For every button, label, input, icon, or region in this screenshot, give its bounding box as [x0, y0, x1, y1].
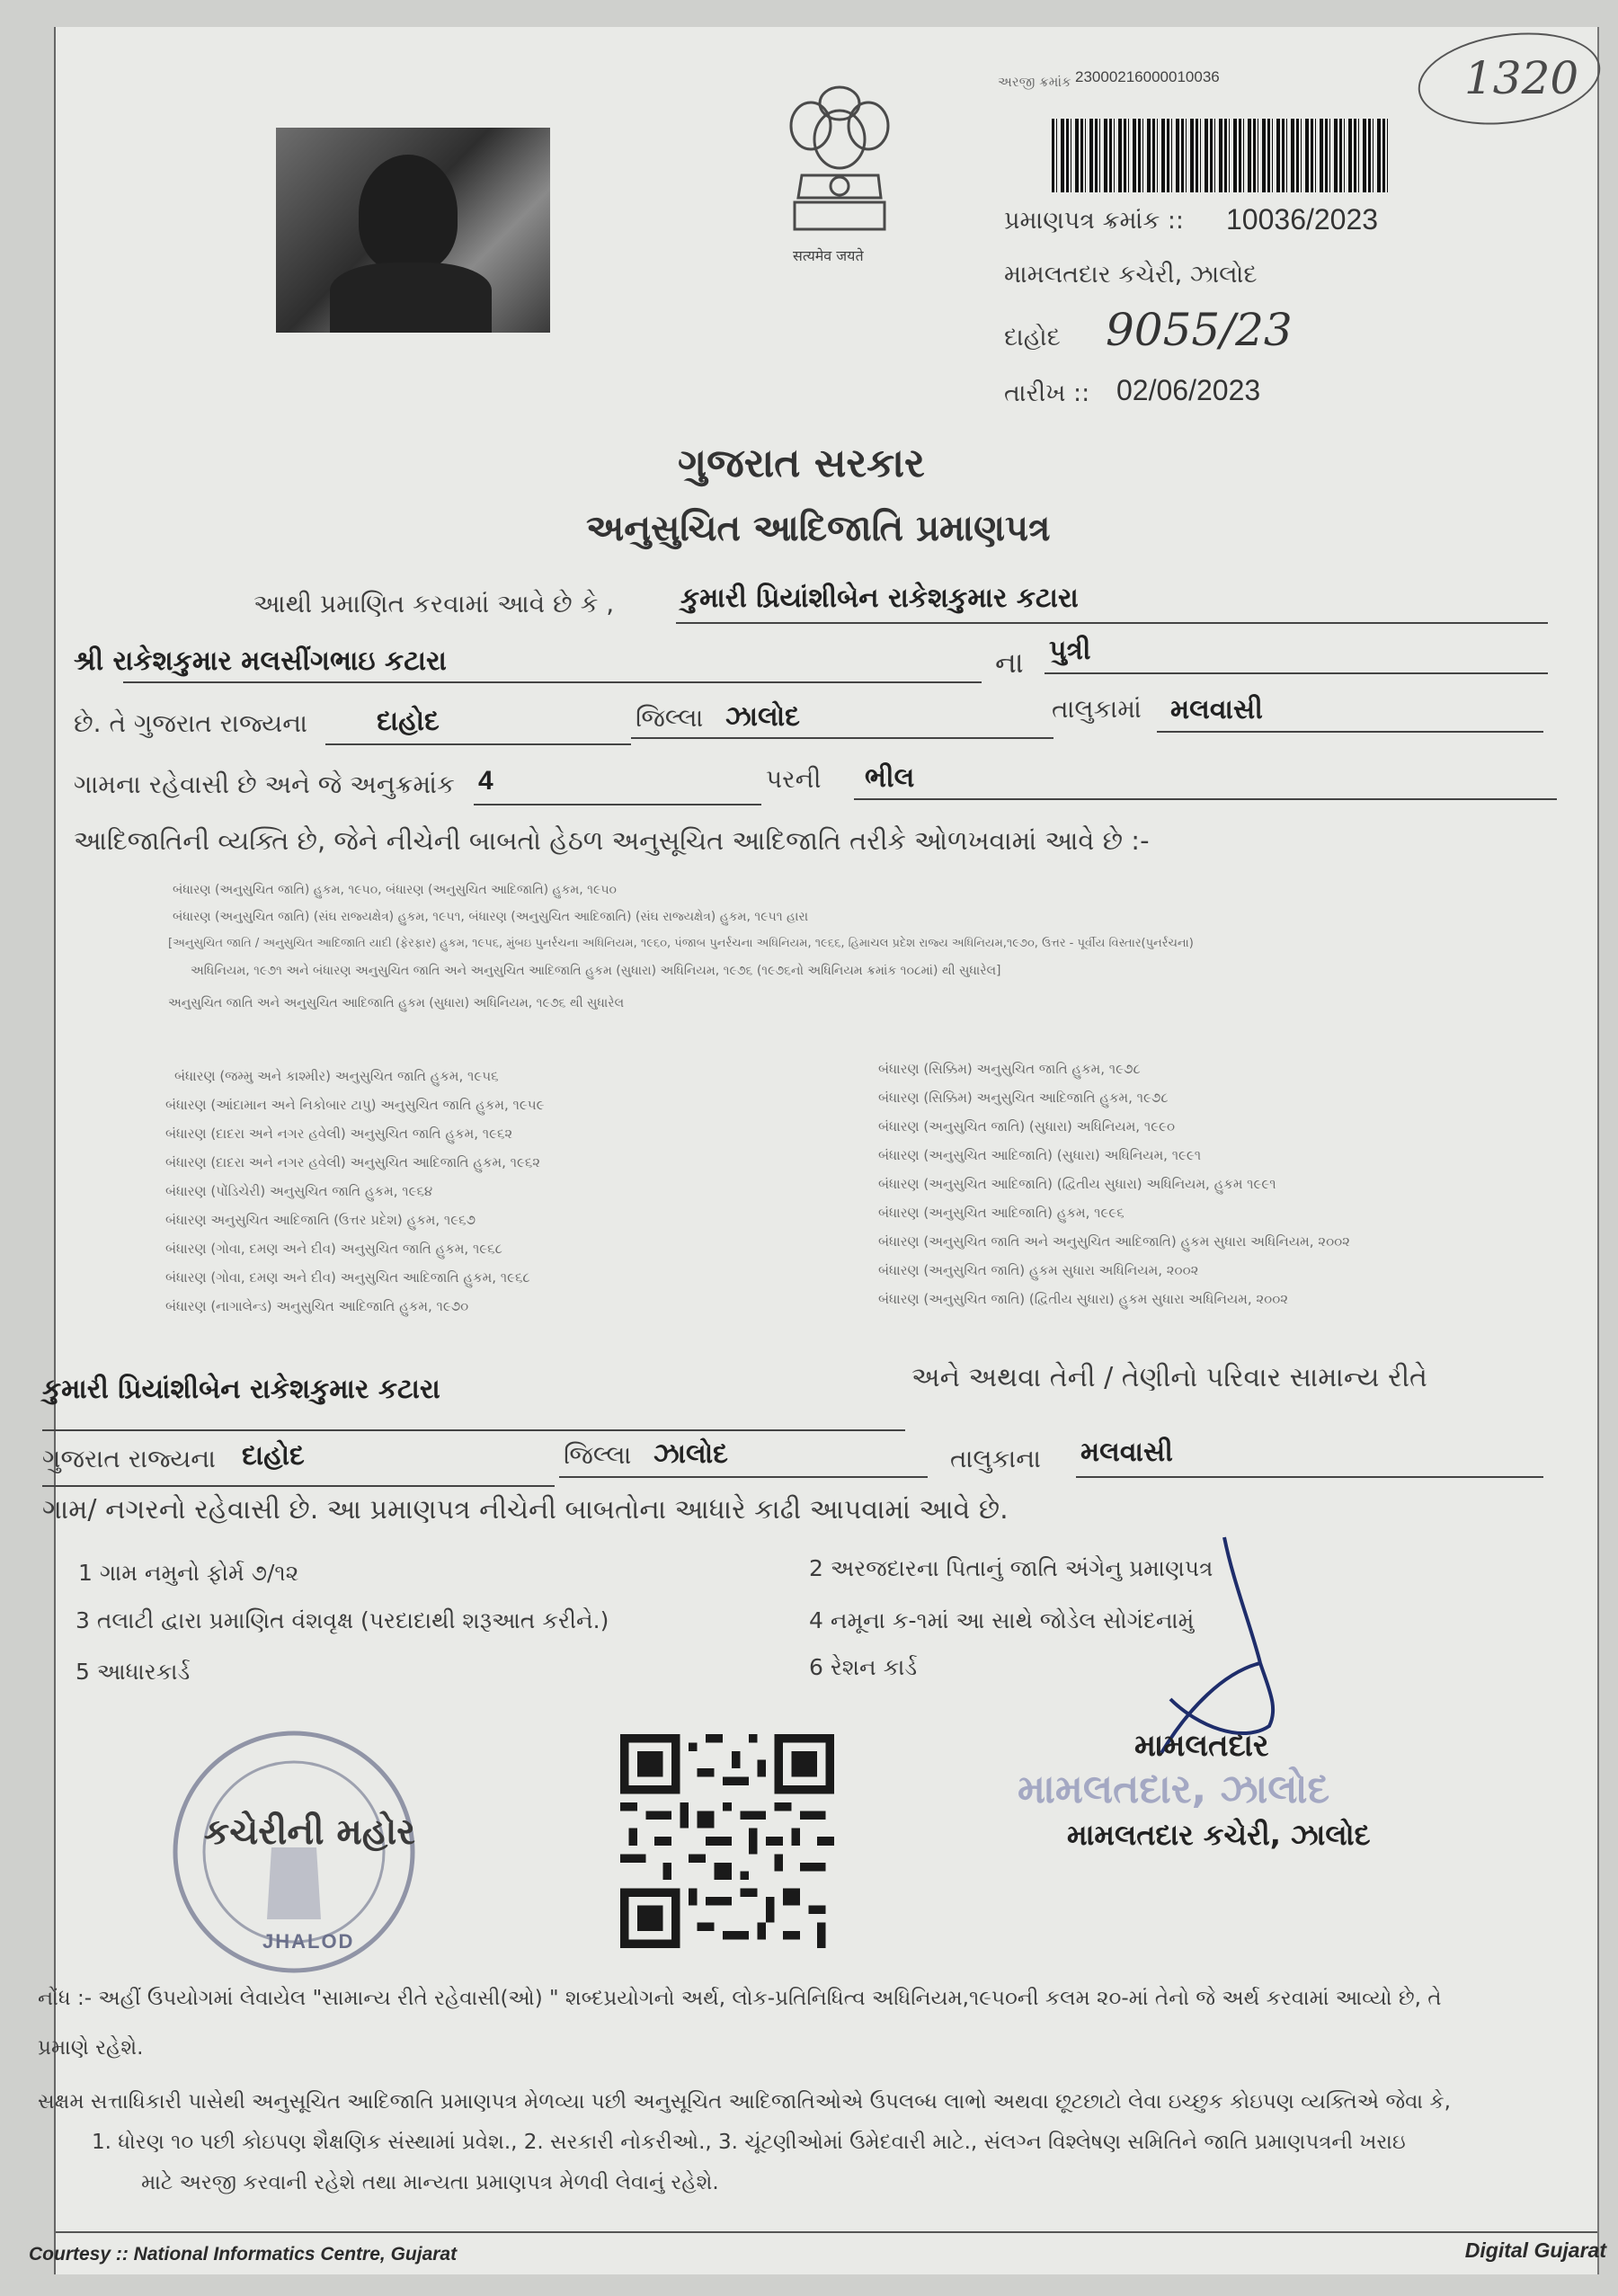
family-text: અને અથવા તેની / તેણીનો પરિવાર સામાન્ય રીતે	[911, 1362, 1427, 1393]
certificate-number: 10036/2023	[1226, 203, 1379, 236]
order-right: બંધારણ (અનુસુચિત આદિજાતિ) (સુધારા) અધિનિયમ, ૧૯૯૧	[878, 1147, 1202, 1163]
footer-bar	[29, 2231, 1606, 2274]
signature-stamp-overlay: મામલતદાર, ઝાલોદ	[1018, 1766, 1330, 1812]
order-line: [અનુસુચિત જાતિ / અનુસુચિત આદિજાતિ યાદી (ફેરફાર) હુકમ, ૧૯૫૬, મુંબઇ પુનર્રચના અધિનિયમ, ૧૯૬૦, પંજાબ પુનર્રચના અધિનિયમ, ૧૯૬૬, હિમાચલ પ્રદેશ રાજ્ય અધિનિયમ,૧૯૭૦, ઉત્તર - પૂર્વીય વિસ્તાર(પુનર્રચના)	[168, 937, 1194, 950]
underline	[1045, 672, 1548, 674]
qr-code	[620, 1733, 834, 1949]
residence-village: મલવાસી	[1080, 1437, 1173, 1468]
taluka-value: ઝાલોદ	[725, 701, 800, 733]
signatory-title: મામલતદાર	[1134, 1728, 1269, 1764]
residence-name: કુમારી પ્રિયાંશીબેન રાકેશકુમાર કટારા	[42, 1374, 440, 1405]
handwritten-ref: 9055/23	[1106, 304, 1293, 356]
residence-taluka-value: ઝાલોદ	[653, 1438, 728, 1470]
underline	[559, 1476, 928, 1478]
handwritten-corner-number: 1320	[1464, 52, 1579, 104]
district-label: જિલ્લા	[636, 703, 704, 733]
order-right: બંધારણ (અનુસુચિત આદિજાતિ) હુકમ, ૧૯૯૬	[878, 1205, 1125, 1221]
serial-number: 4	[478, 766, 493, 796]
certificate-page	[29, 27, 1606, 2274]
tribe: ભીલ	[865, 762, 915, 794]
underline	[1157, 731, 1543, 733]
document-item: 4 નમૂના ક-૧માં આ સાથે જોડેલ સોગંદનામું	[809, 1607, 1195, 1633]
underline	[676, 622, 1548, 624]
order-left: બંધારણ (પોંડિચેરી) અનુસુચિત જાતિ હુકમ, ૧૯૬૪	[165, 1183, 433, 1199]
emblem-motto: सत्यमेव जयते	[793, 247, 864, 264]
date-label: તારીખ ::	[1004, 379, 1090, 407]
barcode-number: 23000216000010036	[1075, 68, 1220, 85]
order-left: બંધારણ (જમ્મુ અને કાશ્મીર) અનુસુચિત જાતિ હુકમ, ૧૯૫૬	[174, 1068, 499, 1084]
state-prefix: છે. તે ગુજરાત રાજ્યના	[74, 708, 307, 738]
father-name: શ્રી રાકેશકુમાર મલસીંગભાઇ કટારા	[74, 645, 447, 677]
residence-district-label: જિલ્લા	[564, 1440, 632, 1470]
document-item: 3 તલાટી દ્વારા પ્રમાણિત વંશવૃક્ષ (પરદાદાથી શરૂઆત કરીને.)	[76, 1607, 609, 1633]
footer-digital-gujarat: Digital Gujarat	[1464, 2238, 1606, 2262]
order-line: બંધારણ (અનુસુચિત જાતિ) હુકમ, ૧૯૫૦, બંધારણ (અનુસુચિત આદિજાતિ) હુકમ, ૧૯૫૦	[173, 883, 617, 897]
national-emblem	[775, 76, 905, 270]
order-left: બંધારણ (ગોવા, દમણ અને દીવ) અનુસુચિત આદિજાતિ હુકમ, ૧૯૬૮	[165, 1269, 530, 1286]
note-line: નોંધ :- અહીં ઉપયોગમાં લેવાયેલ "સામાન્ય રીતે રહેવાસી(ઓ) " શબ્દપ્રયોગનો અર્થ, લોક-પ્રતિનિધિત્વ અધિનિયમ,૧૯૫૦ની કલમ ૨૦-માં તેનો જે અર્થ કરવામાં આવ્યો છે, તે	[38, 1987, 1442, 2010]
residence-state: ગુજરાત રાજ્યના	[42, 1444, 217, 1473]
order-right: બંધારણ (અનુસુચિત જાતિ) (દ્વિતીય સુધારા) હુકમ સુધારા અધિનિયમ, ૨૦૦૨	[878, 1291, 1289, 1307]
office-line: મામલતદાર કચેરી, ઝાલોદ	[1004, 261, 1258, 289]
government-title: ગુજરાત સરકાર	[678, 441, 925, 486]
certificate-number-label: પ્રમાણપત્ર ક્રમાંક ::	[1004, 207, 1185, 235]
barcode-label: અરજી ક્રમાંક	[998, 74, 1071, 90]
underline	[854, 798, 1557, 800]
order-left: બંધારણ (દાદરા અને નગર હવેલી) અનુસુચિત આદિજાતિ હુકમ, ૧૯૬૨	[165, 1154, 541, 1170]
seal-ring-text: JHALOD	[262, 1930, 355, 1953]
order-left: બંધારણ અનુસુચિત આદિજાતિ (ઉત્તર પ્રદેશ) હુકમ, ૧૯૬૭	[165, 1212, 476, 1228]
order-right: બંધારણ (અનુસુચિત આદિજાતિ) (દ્વિતીય સુધારા) અધિનિયમ, હુકમ ૧૯૯૧	[878, 1176, 1276, 1192]
district: દાહોદ	[377, 706, 440, 737]
document-item: 2 અરજદારના પિતાનું જાતિ અંગેનુ પ્રમાણપત્ર	[809, 1555, 1214, 1581]
note-line: 1. ધોરણ ૧૦ પછી કોઇપણ શૈક્ષણિક સંસ્થામાં પ્રવેશ., 2. સરકારી નોકરીઓ., 3. ચૂંટણીઓમાં ઉમેદવારી માટે., સંલગ્ન વિશ્લેષણ સમિતિને જાતિ પ્રમાણપત્રની ખરાઇ	[92, 2131, 1406, 2154]
underline	[42, 1429, 905, 1431]
footer-courtesy: Courtesy :: National Informatics Centre, Gujarat	[29, 2244, 458, 2265]
order-left: બંધારણ (દાદરા અને નગર હવેલી) અનુસુચિત જાતિ હુકમ, ૧૯૬૨	[165, 1126, 513, 1142]
document-item: 6 રેશન કાર્ડ	[809, 1654, 918, 1680]
relation-prefix: ના	[995, 645, 1024, 680]
certificate-title: અનુસુચિત આદિજાતિ પ્રમાણપત્ર	[586, 508, 1051, 549]
note-line: પ્રમાણે રહેશે.	[38, 2036, 144, 2060]
order-left: બંધારણ (નાગાલેન્ડ) અનુસુચિત આદિજાતિ હુકમ, ૧૯૭૦	[165, 1298, 469, 1314]
underline	[1076, 1476, 1543, 1478]
order-line: બંધારણ (અનુસુચિત જાતિ) (સંઘ રાજ્યક્ષેત્ર) હુકમ, ૧૯૫૧, બંધારણ (અનુસુચિત આદિજાતિ) (સંઘ રાજ્યક્ષેત્ર) હુકમ, ૧૯૫૧ હારા	[173, 910, 809, 924]
order-line: અનુસુચિત જાતિ અને અનુસુચિત આદિજાતિ હુકમ (સુધારા) અધિનિયમ, ૧૯૭૬ થી સુધારેલ	[168, 996, 625, 1010]
certify-prefix: આથી પ્રમાણિત કરવામાં આવે છે કે ,	[253, 589, 615, 618]
order-right: બંધારણ (સિક્કિમ) અનુસુચિત આદિજાતિ હુકમ, ૧૯૭૮	[878, 1090, 1169, 1106]
certificate-date: 02/06/2023	[1116, 374, 1261, 406]
order-left: બંધારણ (ગોવા, દમણ અને દીવ) અનુસુચિત જાતિ હુકમ, ૧૯૬૮	[165, 1241, 502, 1257]
order-right: બંધારણ (સિક્કિમ) અનુસુચિત જાતિ હુકમ, ૧૯૭૮	[878, 1061, 1141, 1077]
underline	[42, 1485, 555, 1487]
village: મલવાસી	[1170, 694, 1263, 725]
basis-text: ગામ/ નગરનો રહેવાસી છે. આ પ્રમાણપત્ર નીચેની બાબતોના આધારે કાઢી આપવામાં આવે છે.	[42, 1494, 1009, 1526]
underline	[631, 737, 1053, 739]
order-left: બંધારણ (આંદામાન અને નિકોબાર ટાપુ) અનુસુચિત જાતિ હુકમ, ૧૯૫૯	[165, 1097, 545, 1113]
serial-prefix: ગામના રહેવાસી છે અને જે અનુક્રમાંક	[74, 770, 455, 799]
residence-district: દાહોદ	[242, 1440, 305, 1472]
document-item: 5 આધારકાર્ડ	[76, 1659, 191, 1685]
seal-label: કચેરીની મહોર	[204, 1811, 415, 1853]
signatory-office: મામલતદાર કચેરી, ઝાલોદ	[1067, 1818, 1371, 1852]
underline	[474, 804, 761, 805]
order-line: અધિનિયમ, ૧૯૭૧ અને બંધારણ અનુસુચિત જાતિ અને અનુસુચિત આદિજાતિ હુકમ (સુધારા) અધિનિયમ, ૧૯૭૬ (૧૯૭૬નો અધિનિયમ ક્રમાંક ૧૦૮માં) થી સુધારેલ]	[191, 964, 1001, 978]
serial-suffix: પરની	[766, 764, 822, 794]
document-item: 1 ગામ નમુનો ફોર્મ ૭/૧૨	[78, 1560, 299, 1586]
applicant-name: કુમારી પ્રિયાંશીબેન રાકેશકુમાર કટારા	[680, 583, 1079, 614]
office-seal	[164, 1722, 424, 1982]
tribe-suffix: આદિજાતિની વ્યક્તિ છે, જેને નીચેની બાબતો હેઠળ અનુસૂચિત આદિજાતિ તરીકે ઓળખવામાં આવે છે :-	[74, 825, 1150, 856]
relation: પુત્રી	[1049, 635, 1091, 666]
barcode	[1052, 119, 1389, 192]
order-right: બંધારણ (અનુસુચિત જાતિ) (સુધારા) અધિનિયમ, ૧૯૯૦	[878, 1118, 1175, 1135]
order-right: બંધારણ (અનુસુચિત જાતિ અને અનુસુચિત આદિજાતિ) હુકમ સુધારા અધિનિયમ, ૨૦૦૨	[878, 1233, 1350, 1250]
residence-taluka-label: તાલુકાના	[950, 1444, 1041, 1473]
underline	[325, 743, 631, 745]
place-label: દાહોદ	[1004, 324, 1061, 352]
underline	[123, 681, 982, 683]
taluka-label: તાલુકામાં	[1052, 694, 1142, 724]
note-line: સક્ષમ સત્તાધિકારી પાસેથી અનુસૂચિત આદિજાતિ પ્રમાણપત્ર મેળવ્યા પછી અનુસૂચિત આદિજાતિઓએ ઉપલબ્ધ લાભો અથવા છૂટછાટો લેવા ઇચ્છુક કોઇપણ વ્યક્તિએ જેવા કે,	[38, 2090, 1451, 2114]
applicant-photo	[276, 128, 550, 333]
note-line: માટે અરજી કરવાની રહેશે તથા માન્યતા પ્રમાણપત્ર મેળવી લેવાનું રહેશે.	[141, 2171, 719, 2194]
order-right: બંધારણ (અનુસુચિત જાતિ) હુકમ સુધારા અધિનિયમ, ૨૦૦૨	[878, 1262, 1199, 1278]
